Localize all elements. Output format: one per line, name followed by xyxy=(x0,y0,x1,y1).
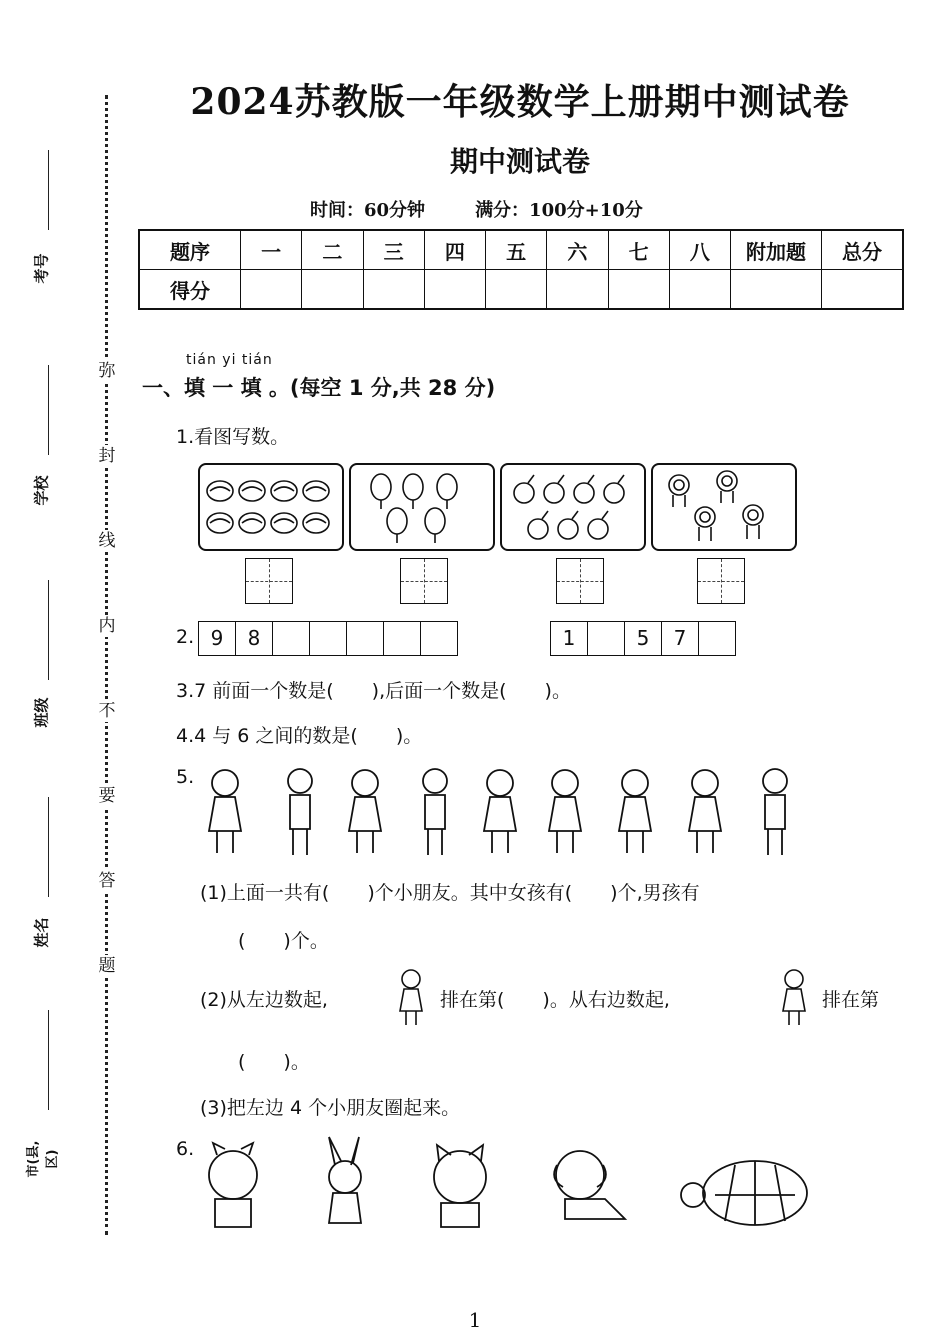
exam-time: 时间：60分钟 xyxy=(310,200,426,221)
picture-box-radishes xyxy=(500,463,646,551)
score-cell[interactable] xyxy=(608,270,669,310)
question-5-1-line2: ( )个。 xyxy=(238,930,329,952)
question-5-label: 5. xyxy=(176,766,195,788)
side-label-class: 班级 xyxy=(32,697,51,728)
score-cell[interactable] xyxy=(424,270,485,310)
score-cell[interactable] xyxy=(241,270,302,310)
score-header-cell: 八 xyxy=(669,230,730,270)
score-header-cell: 七 xyxy=(608,230,669,270)
side-label-name: 姓名 xyxy=(32,917,51,948)
child-figure xyxy=(349,770,381,853)
turtle-icon xyxy=(681,1161,807,1225)
exam-info xyxy=(310,196,693,222)
sequence-cell[interactable] xyxy=(273,622,310,655)
seal-char: 内 xyxy=(96,615,118,637)
score-table xyxy=(138,229,904,310)
sequence-cell: 1 xyxy=(551,622,588,655)
lion-icon xyxy=(653,465,795,549)
seal-char: 不 xyxy=(96,700,118,722)
tree-icon xyxy=(351,465,493,549)
sequence-cell[interactable] xyxy=(588,622,625,655)
score-header-cell: 一 xyxy=(241,230,302,270)
girl-icon xyxy=(776,967,816,1029)
question-4: 4.4 与 6 之间的数是( )。 xyxy=(176,725,423,747)
fill-line xyxy=(48,365,49,455)
rabbit-icon xyxy=(329,1137,361,1223)
seal-char: 答 xyxy=(96,870,118,892)
seal-dotted-line xyxy=(105,95,108,1235)
score-cell[interactable] xyxy=(822,270,904,310)
score-row-label: 得分 xyxy=(139,270,241,310)
fill-line xyxy=(48,150,49,230)
fill-line xyxy=(48,797,49,897)
girl-icon xyxy=(393,967,433,1029)
seal-char: 封 xyxy=(96,445,118,467)
tiger-icon xyxy=(209,1143,257,1227)
question-3: 3.7 前面一个数是( ),后面一个数是( )。 xyxy=(176,680,571,702)
children-illustration xyxy=(195,765,815,860)
sequence-cell: 8 xyxy=(236,622,273,655)
seal-char: 弥 xyxy=(96,360,118,382)
answer-box[interactable] xyxy=(400,558,448,604)
fill-line xyxy=(48,1010,49,1110)
child-figure xyxy=(288,769,312,855)
child-figure xyxy=(423,769,447,855)
child-figure xyxy=(689,770,721,853)
side-label-school: 学校 xyxy=(32,475,51,506)
seal-char: 要 xyxy=(96,785,118,807)
score-header-cell: 四 xyxy=(424,230,485,270)
score-cell[interactable] xyxy=(363,270,424,310)
score-header-cell: 二 xyxy=(302,230,363,270)
question-5-2-part1: (2)从左边数起, xyxy=(200,989,328,1011)
cat-icon xyxy=(434,1145,486,1227)
question-5-2-part3: 排在第 xyxy=(822,989,880,1011)
sequence-cell[interactable] xyxy=(347,622,384,655)
score-header-cell: 五 xyxy=(486,230,547,270)
score-cell[interactable] xyxy=(302,270,363,310)
question-5-3: (3)把左边 4 个小朋友圈起来。 xyxy=(200,1097,461,1119)
radish-icon xyxy=(502,465,644,549)
number-sequence-2 xyxy=(550,621,736,656)
section-pinyin: tián yi tián xyxy=(186,352,273,368)
question-5-1-line1: (1)上面一共有( )个小朋友。其中女孩有( )个,男孩有 xyxy=(200,882,700,904)
picture-box-trees xyxy=(349,463,495,551)
score-header-cell: 三 xyxy=(363,230,424,270)
score-cell[interactable] xyxy=(731,270,822,310)
child-figure xyxy=(549,770,581,853)
question-6-label: 6. xyxy=(176,1138,195,1160)
dog-icon xyxy=(554,1151,625,1219)
score-cell[interactable] xyxy=(669,270,730,310)
score-header-cell: 题序 xyxy=(139,230,241,270)
score-cell[interactable] xyxy=(547,270,608,310)
sequence-cell[interactable] xyxy=(699,622,735,655)
page-title: 2024苏教版一年级数学上册期中测试卷 xyxy=(190,81,850,123)
child-figure xyxy=(619,770,651,853)
seal-char: 题 xyxy=(96,955,118,977)
cabbage-icon xyxy=(200,465,342,549)
page-number: 1 xyxy=(468,1308,482,1332)
seal-char: 线 xyxy=(96,530,118,552)
animals-illustration xyxy=(195,1135,815,1235)
score-header-cell: 总分 xyxy=(822,230,904,270)
section-heading: 一、填 一 填 。(每空 1 分,共 28 分) xyxy=(142,376,496,400)
child-figure xyxy=(763,769,787,855)
sequence-cell[interactable] xyxy=(384,622,421,655)
question-5-2-part4: ( )。 xyxy=(238,1051,310,1073)
score-header-cell: 附加题 xyxy=(731,230,822,270)
sequence-cell[interactable] xyxy=(421,622,457,655)
sequence-cell[interactable] xyxy=(310,622,347,655)
picture-box-lions xyxy=(651,463,797,551)
score-header-cell: 六 xyxy=(547,230,608,270)
answer-box[interactable] xyxy=(556,558,604,604)
answer-box[interactable] xyxy=(697,558,745,604)
number-sequence-1 xyxy=(198,621,458,656)
page-subtitle: 期中测试卷 xyxy=(449,145,590,178)
score-table-header-row xyxy=(139,230,903,270)
child-figure xyxy=(484,770,516,853)
side-label-city: 市(县,区) xyxy=(26,1140,60,1178)
answer-box[interactable] xyxy=(245,558,293,604)
score-table-score-row xyxy=(139,270,903,310)
score-cell[interactable] xyxy=(486,270,547,310)
sequence-cell: 7 xyxy=(662,622,699,655)
exam-full-score: 满分：100分+10分 xyxy=(475,200,643,221)
question-5-2-part2: 排在第( )。从右边数起, xyxy=(440,989,670,1011)
sequence-cell: 9 xyxy=(199,622,236,655)
fill-line xyxy=(48,580,49,680)
picture-box-cabbages xyxy=(198,463,344,551)
sequence-cell: 5 xyxy=(625,622,662,655)
question-1: 1.看图写数。 xyxy=(176,426,290,448)
question-2-label: 2. xyxy=(176,626,195,648)
child-figure xyxy=(209,770,241,853)
side-label-exam-number: 考号 xyxy=(32,253,51,284)
